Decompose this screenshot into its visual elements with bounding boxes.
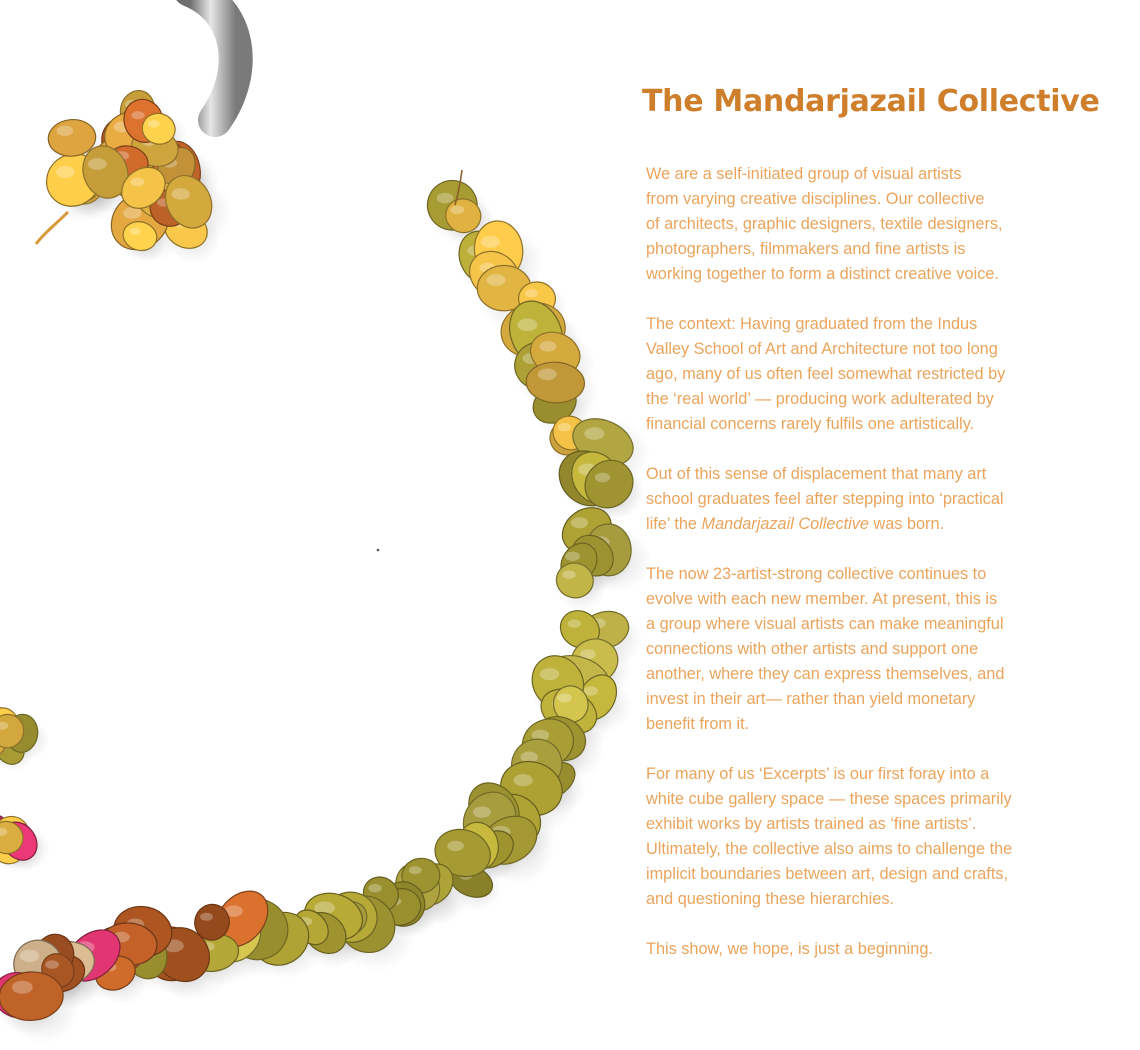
text-line: Ultimately, the collective also aims to challenge the xyxy=(646,840,1013,858)
text-line: of architects, graphic designers, textile designers, xyxy=(646,215,1003,233)
paragraph-origin xyxy=(646,462,1082,537)
fabric-highlight xyxy=(487,274,506,286)
collective-name-emphasis: Mandarjazail Collective xyxy=(701,515,869,533)
text-line: photographers, filmmakers and fine artists is xyxy=(646,240,966,258)
body-text xyxy=(646,162,1082,962)
fabric-highlight xyxy=(539,341,556,352)
fabric-highlight xyxy=(437,193,454,204)
text-line-suffix: was born. xyxy=(868,515,945,533)
fabric-highlight xyxy=(568,620,581,628)
text-line: exhibit works by artists trained as ‘fine artists’. xyxy=(646,815,977,833)
fabric-highlight xyxy=(450,205,464,214)
fabric-highlight xyxy=(131,111,144,119)
text-line: another, where they can express themselves, and xyxy=(646,665,1005,683)
text-line: and questioning these hierarchies. xyxy=(646,890,895,908)
fabric-highlight xyxy=(473,807,491,818)
text-line: The context: Having graduated from the Indus xyxy=(646,315,978,333)
text-line: We are a self-initiated group of visual artists xyxy=(646,165,962,183)
fabric-highlight xyxy=(45,960,59,968)
dust-speck xyxy=(377,549,380,552)
steel-ring xyxy=(190,0,236,120)
text-line: benefit from it. xyxy=(646,715,750,733)
paragraph-context xyxy=(646,312,1082,437)
text-column xyxy=(642,82,1100,987)
text-line: Out of this sense of displacement that many art xyxy=(646,465,987,483)
fabric-highlight xyxy=(557,693,571,702)
text-line: invest in their art— rather than yield monetary xyxy=(646,690,976,708)
text-line: ago, many of us often feel somewhat restricted by xyxy=(646,365,1006,383)
text-line-prefix: life’ the xyxy=(646,515,702,533)
fabric-highlight xyxy=(584,427,604,440)
text-line: a group where visual artists can make meaningful xyxy=(646,615,1004,633)
paragraph-growth xyxy=(646,562,1082,737)
text-line: implicit boundaries between art, design and crafts, xyxy=(646,865,1009,883)
text-line: The now 23-artist-strong collective continues to xyxy=(646,565,987,583)
fabric-highlight xyxy=(130,178,144,187)
text-line: from varying creative disciplines. Our collective xyxy=(646,190,985,208)
fabric-highlight xyxy=(88,158,107,170)
fabric-highlight xyxy=(571,517,588,528)
paragraph-excerpts xyxy=(646,762,1082,912)
fabric-highlight xyxy=(538,368,557,380)
text-line: financial concerns rarely fulfils one artistically. xyxy=(646,415,975,433)
fabric-highlight xyxy=(595,473,610,483)
text-line: connections with other artists and support one xyxy=(646,640,979,658)
paragraph-closing xyxy=(646,937,1082,962)
fabric-highlight xyxy=(481,236,500,248)
text-line: For many of us ‘Excerpts’ is our first foray into a xyxy=(646,765,990,783)
loose-thread xyxy=(36,212,68,244)
fabric-highlight xyxy=(200,913,213,921)
text-line: school graduates feel after stepping into ‘practical xyxy=(646,490,1004,508)
fabric-highlight xyxy=(368,884,381,892)
fabric-highlight xyxy=(12,981,33,994)
fabric-highlight xyxy=(447,841,464,851)
text-line: white cube gallery space — these spaces primarily xyxy=(646,790,1012,808)
fabric-highlight xyxy=(562,571,575,579)
paragraph-intro xyxy=(646,162,1082,287)
fabric-highlight xyxy=(20,950,40,962)
fabric-highlight xyxy=(57,126,74,136)
fabric-highlight xyxy=(517,318,537,331)
fabric-highlight xyxy=(565,552,580,561)
text-line: working together to form a distinct creative voice. xyxy=(646,265,999,283)
fabric-highlight xyxy=(172,188,190,200)
fabric-highlight xyxy=(409,866,422,874)
fabric-highlight xyxy=(148,120,160,127)
text-line: evolve with each new member. At present, this is xyxy=(646,590,998,608)
fabric-highlight xyxy=(130,228,141,235)
fabric-highlight xyxy=(513,774,532,786)
text-line: the ‘real world’ — producing work adulterated by xyxy=(646,390,994,408)
fabric-highlight xyxy=(540,668,559,680)
text-line: Valley School of Art and Architecture not too long xyxy=(646,340,998,358)
text-line: This show, we hope, is just a beginning. xyxy=(646,940,933,958)
fabric-highlight xyxy=(525,289,538,297)
fabric-highlight xyxy=(56,166,75,178)
page-title: The Mandarjazail Collective xyxy=(642,84,1100,119)
fabric-highlight xyxy=(558,423,571,431)
